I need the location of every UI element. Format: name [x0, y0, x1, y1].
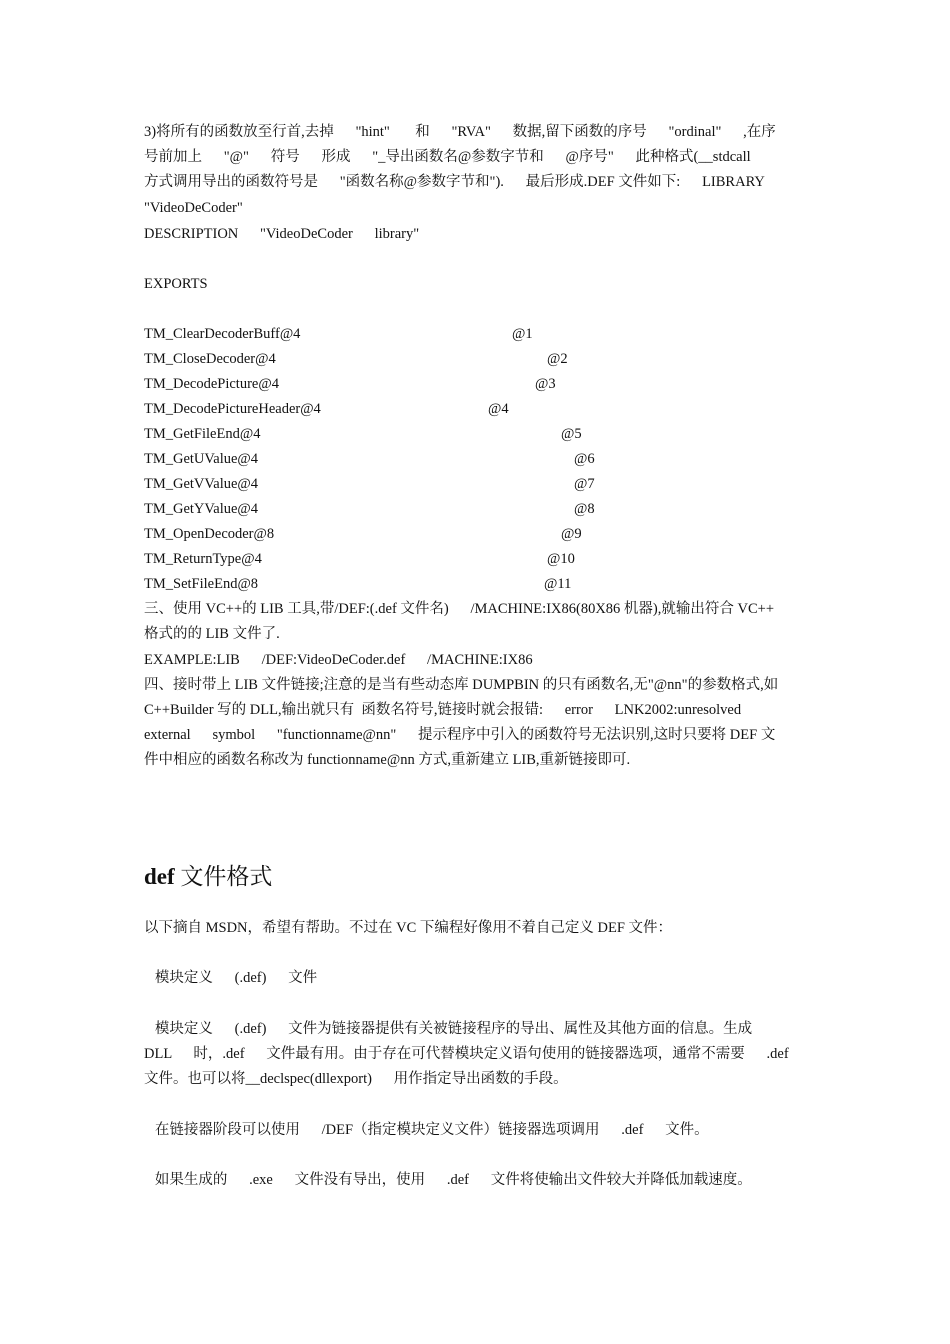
export-ordinal: @7: [574, 476, 595, 492]
export-name: TM_ClearDecoderBuff@4: [144, 326, 301, 342]
export-ordinal: @1: [512, 326, 533, 342]
step3-line: EXAMPLE:LIB /DEF:VideoDeCoder.def /MACHINE:IX86: [144, 652, 533, 668]
para1-line: 模块定义 (.def) 文件为链接器提供有关被链接程序的导出、属性及其他方面的信息。生成: [144, 1021, 753, 1037]
heading-rest: 文件格式: [174, 864, 273, 889]
msdn-note: 以下摘自 MSDN，希望有帮助。不过在 VC 下编程好像用不着自己定义 DEF 文件：: [144, 920, 673, 936]
para3: 如果生成的 .exe 文件没有导出，使用 .def 文件将使输出文件较大并降低加载速度。: [144, 1172, 752, 1188]
export-name: TM_CloseDecoder@4: [144, 351, 276, 367]
intro-line: 3)将所有的函数放至行首,去掉 "hint" 和 "RVA" 数据,留下函数的序号 "ordinal" ,在序: [144, 124, 776, 140]
step3-line: 格式的的 LIB 文件了.: [144, 626, 280, 642]
export-ordinal: @3: [535, 376, 556, 392]
export-name: TM_GetUValue@4: [144, 451, 259, 467]
export-name: TM_GetYValue@4: [144, 501, 259, 517]
export-name: TM_DecodePictureHeader@4: [144, 401, 321, 417]
step4-line: 件中相应的函数名称改为 functionname@nn 方式,重新建立 LIB,重新链接即可.: [144, 752, 631, 768]
section-title: 模块定义 (.def) 文件: [144, 970, 318, 986]
export-ordinal: @6: [574, 451, 595, 467]
step3-line: 三、使用 VC++的 LIB 工具,带/DEF:(.def 文件名) /MACHINE:IX86(80X86 机器),就输出符合 VC++: [144, 601, 774, 617]
export-name: TM_DecodePicture@4: [144, 376, 279, 392]
export-name: TM_OpenDecoder@8: [144, 526, 275, 542]
intro-line: DESCRIPTION "VideoDeCoder library": [144, 226, 420, 242]
step4-line: external symbol "functionname@nn" 提示程序中引入的函数符号无法识别,这时只要将 DEF 文: [144, 727, 776, 743]
export-ordinal: @4: [488, 401, 509, 417]
export-ordinal: @2: [547, 351, 568, 367]
export-ordinal: @5: [561, 426, 582, 442]
heading-bold: def: [144, 864, 175, 889]
export-ordinal: @8: [574, 501, 595, 517]
intro-line: "VideoDeCoder": [144, 200, 243, 216]
export-name: TM_ReturnType@4: [144, 551, 262, 567]
export-ordinal: @10: [547, 551, 575, 567]
para1-line: DLL 时，.def 文件最有用。由于存在可代替模块定义语句使用的链接器选项，通常不需要 .def: [144, 1046, 789, 1062]
intro-line: 号前加上 "@" 符号 形成 "_导出函数名@参数字节和 @序号" 此种格式(__stdcall: [144, 149, 751, 165]
export-name: TM_GetFileEnd@4: [144, 426, 261, 442]
section-heading: [144, 862, 272, 892]
export-ordinal: @9: [561, 526, 582, 542]
step4-line: C++Builder 写的 DLL,输出就只有 函数名符号,链接时就会报错: error LNK2002:unresolved: [144, 702, 742, 718]
para2: 在链接器阶段可以使用 /DEF（指定模块定义文件）链接器选项调用 .def 文件。: [144, 1122, 709, 1138]
export-name: TM_GetVValue@4: [144, 476, 259, 492]
export-ordinal: @11: [544, 576, 572, 592]
para1-line: 文件。也可以将__declspec(dllexport) 用作指定导出函数的手段。: [144, 1071, 568, 1087]
step4-line: 四、接时带上 LIB 文件链接;注意的是当有些动态库 DUMPBIN 的只有函数名,无"@nn"的参数格式,如: [144, 677, 779, 693]
intro-line: 方式调用导出的函数符号是 "函数名称@参数字节和"). 最后形成.DEF 文件如下: LIBRARY: [144, 174, 765, 190]
export-name: TM_SetFileEnd@8: [144, 576, 259, 592]
exports-label: EXPORTS: [144, 276, 208, 292]
